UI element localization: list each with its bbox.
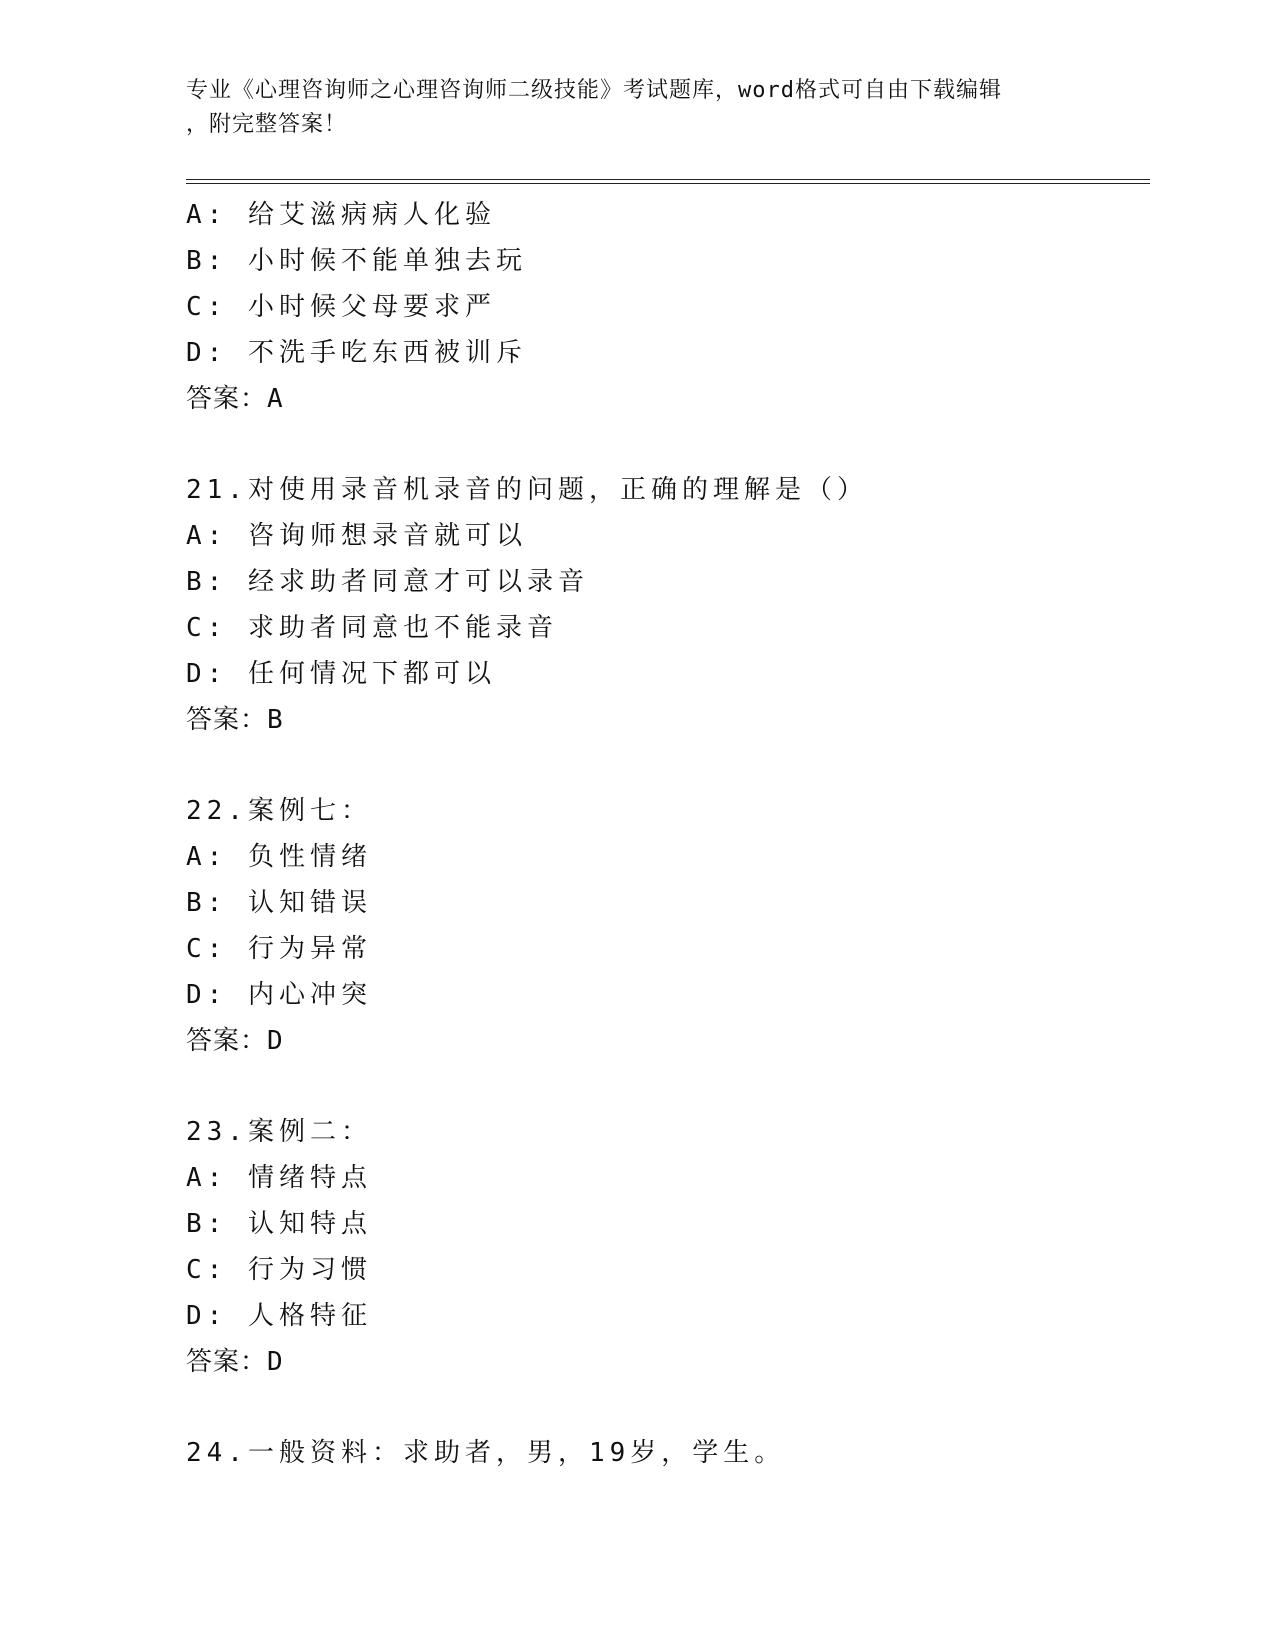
answer-value: D — [267, 1026, 283, 1056]
option-c: C: 求助者同意也不能录音 — [186, 613, 558, 643]
question-stem: 22.案例七： — [186, 796, 372, 826]
option-d: D: 不洗手吃东西被训斥 — [186, 338, 527, 368]
option-c: C: 小时候父母要求严 — [186, 292, 496, 322]
option-a: A: 给艾滋病病人化验 — [186, 200, 496, 230]
header-divider-top — [186, 179, 1150, 180]
header-divider-bottom — [186, 183, 1150, 184]
answer-label: 答案： — [186, 705, 268, 735]
answer-label: 答案： — [186, 384, 268, 414]
answer-value: A — [267, 384, 283, 414]
option-a: A: 负性情绪 — [186, 842, 372, 872]
option-b: B: 经求助者同意才可以录音 — [186, 567, 589, 597]
spacer — [186, 1064, 1146, 1109]
answer-line — [186, 697, 1146, 743]
spacer — [186, 422, 1146, 467]
header-subtitle: ，附完整答案！ — [186, 112, 348, 137]
spacer — [186, 743, 1146, 788]
question-22 — [186, 788, 1146, 1064]
question-list — [186, 192, 1146, 1476]
question-23 — [186, 1109, 1146, 1385]
option-a: A: 情绪特点 — [186, 1163, 372, 1193]
question-stem: 23.案例二： — [186, 1117, 372, 1147]
question-21 — [186, 467, 1146, 743]
question-24 — [186, 1430, 1146, 1476]
option-d: D: 任何情况下都可以 — [186, 659, 496, 689]
option-c: C: 行为习惯 — [186, 1255, 372, 1285]
answer-label: 答案： — [186, 1026, 268, 1056]
document-header — [186, 74, 1086, 142]
answer-value: D — [267, 1347, 283, 1377]
option-d: D: 人格特征 — [186, 1301, 372, 1331]
option-b: B: 认知错误 — [186, 888, 372, 918]
option-a: A: 咨询师想录音就可以 — [186, 521, 527, 551]
header-title: 专业《心理咨询师之心理咨询师二级技能》考试题库，word格式可自由下载编辑 — [186, 78, 1002, 103]
answer-line — [186, 1018, 1146, 1064]
option-c: C: 行为异常 — [186, 934, 372, 964]
answer-label: 答案： — [186, 1347, 268, 1377]
question-stem: 21.对使用录音机录音的问题，正确的理解是（） — [186, 475, 868, 505]
answer-value: B — [267, 705, 283, 735]
answer-line — [186, 376, 1146, 422]
option-b: B: 认知特点 — [186, 1209, 372, 1239]
option-b: B: 小时候不能单独去玩 — [186, 246, 527, 276]
question-stem: 24.一般资料：求助者，男，19岁，学生。 — [186, 1438, 786, 1468]
option-d: D: 内心冲突 — [186, 980, 372, 1010]
question-20 — [186, 192, 1146, 422]
spacer — [186, 1385, 1146, 1430]
answer-line — [186, 1339, 1146, 1385]
